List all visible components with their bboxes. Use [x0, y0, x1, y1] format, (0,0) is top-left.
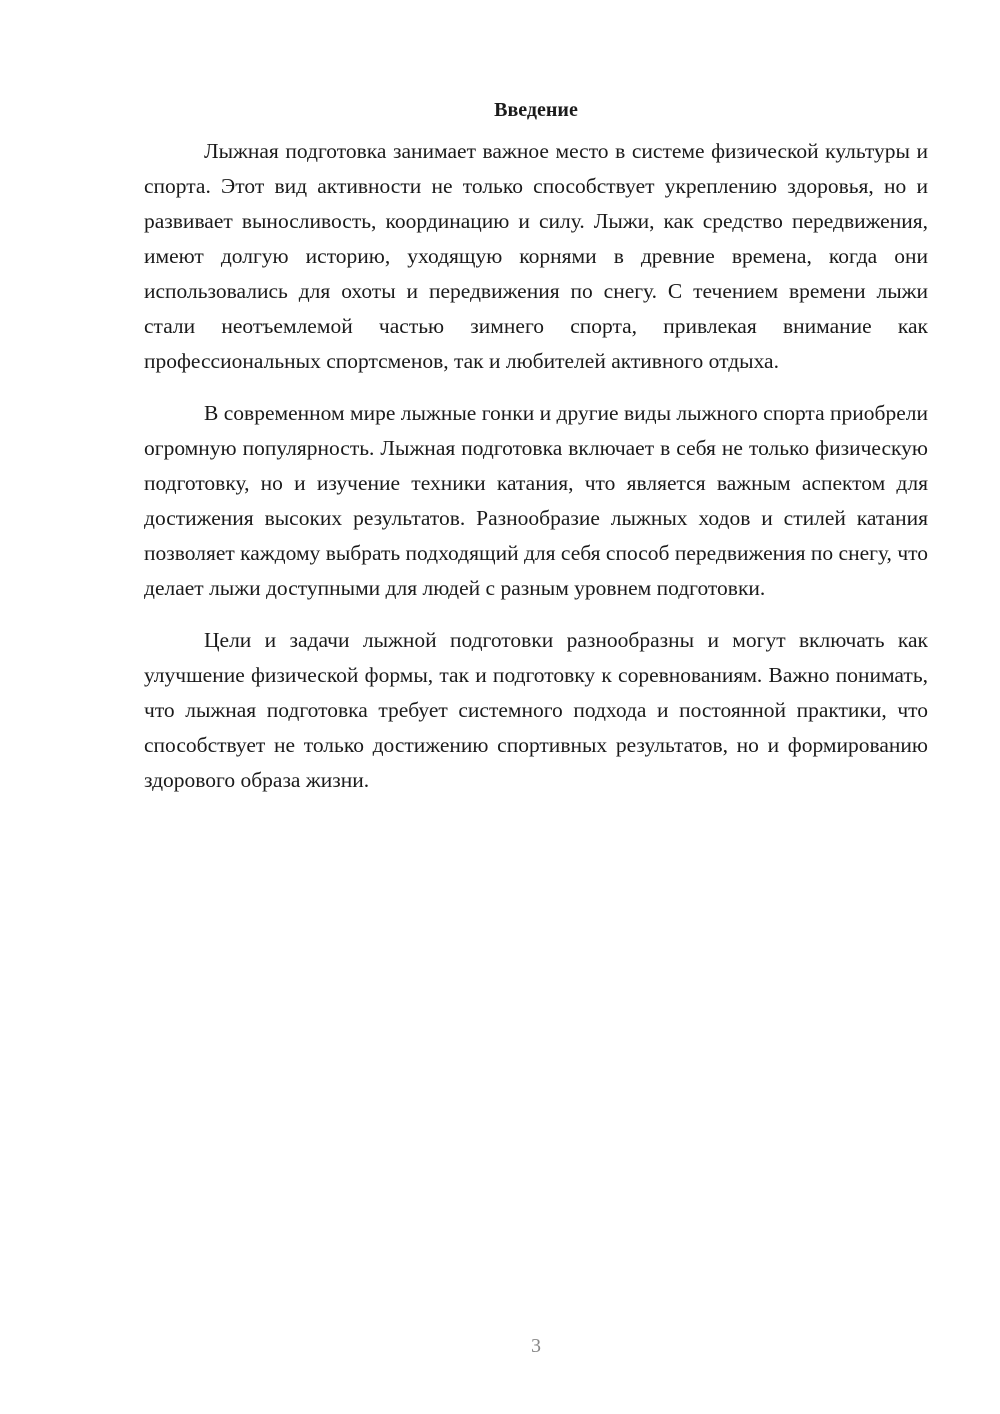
paragraph-1: Лыжная подготовка занимает важное место в системе физической культуры и спорта. Этот вид активности не только способствует укреплению здоровья, но и развивает выносливость, координацию и силу. Лыжи, как средство передвижения, имеют долгую историю, уходящую корнями в древние времена, когда они использовались для охоты и передвижения по снегу. С течением времени лыжи стали неотъемлемой частью зимнего спорта, привлекая внимание как профессиональных спортсменов, так и любителей активного отдыха.: [144, 139, 928, 373]
page-number: 3: [531, 1335, 541, 1357]
paragraph-2: В современном мире лыжные гонки и другие виды лыжного спорта приобрели огромную популярность. Лыжная подготовка включает в себя не только физическую подготовку, но и изучение техники катания, что является важным аспектом для достижения высоких результатов. Разнообразие лыжных ходов и стилей катания позволяет каждому выбрать подходящий для себя способ передвижения по снегу, что делает лыжи доступными для людей с разным уровнем подготовки.: [144, 401, 928, 600]
paragraph-3: Цели и задачи лыжной подготовки разнообразны и могут включать как улучшение физической формы, так и подготовку к соревнованиям. Важно понимать, что лыжная подготовка требует системного подхода и постоянной практики, что способствует не только достижению спортивных результатов, но и формированию здорового образа жизни.: [144, 628, 928, 792]
section-heading: Введение: [494, 99, 578, 121]
page-content: [144, 96, 928, 815]
